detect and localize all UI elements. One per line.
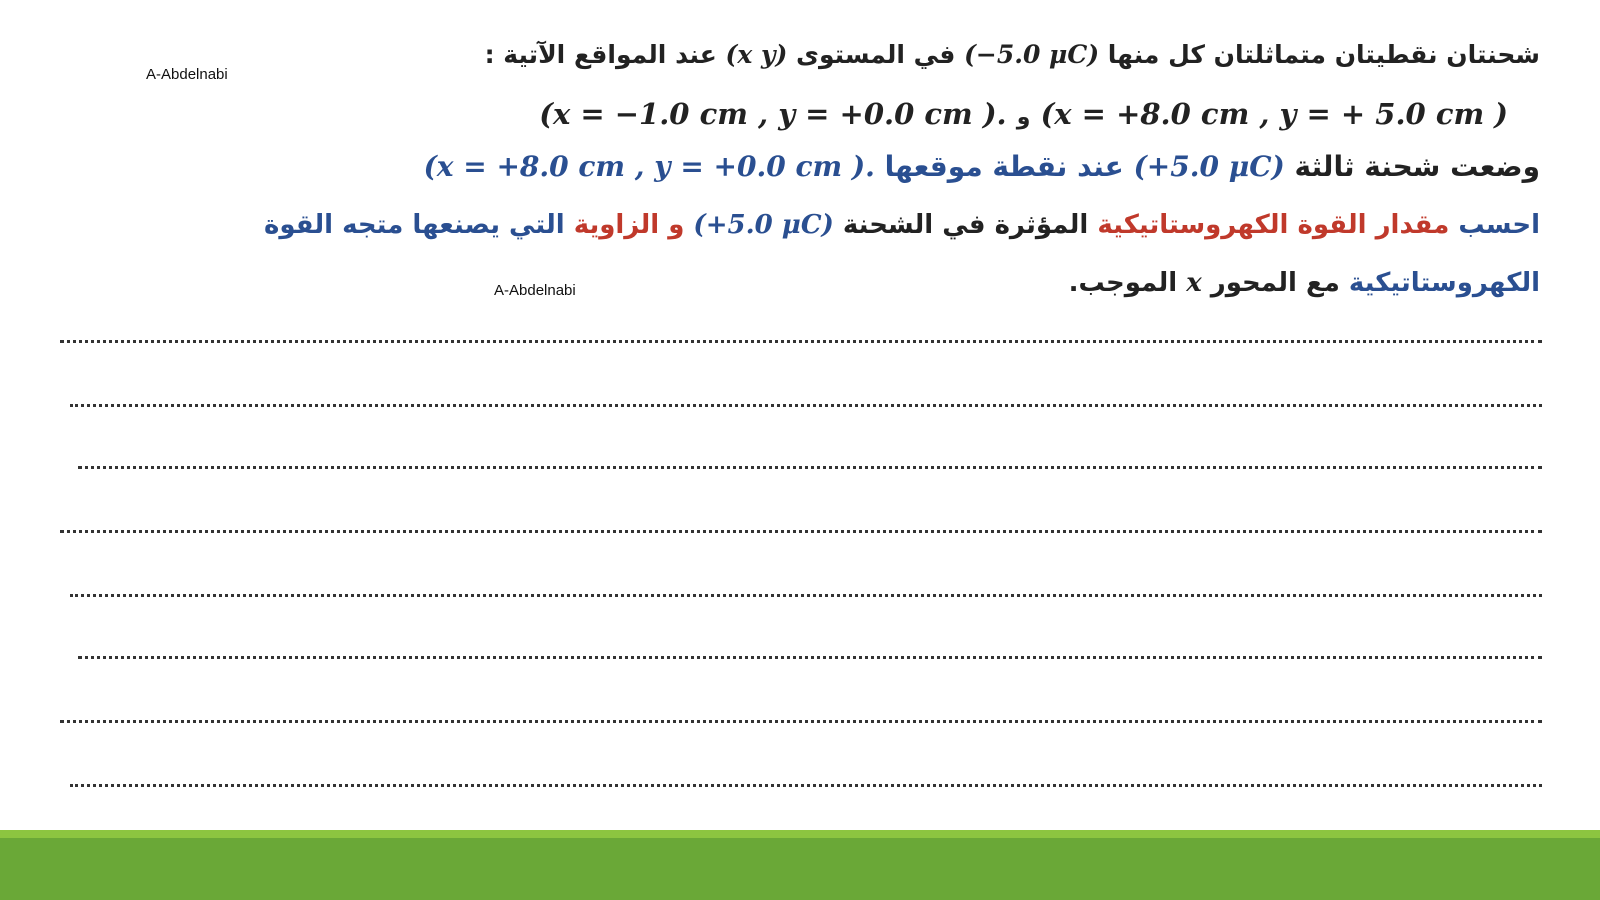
- line4-effect: المؤثرة في الشحنة: [842, 210, 1089, 240]
- footer-accent-bar: [0, 830, 1600, 838]
- line1-end: عند المواقع الآتية :: [484, 40, 717, 69]
- line4-magnitude: مقدار القوة الكهروستاتيكية: [1097, 210, 1450, 240]
- answer-line-8[interactable]: [70, 784, 1542, 787]
- answer-line-3[interactable]: [78, 466, 1542, 469]
- question-line-4: [264, 210, 1540, 240]
- line3-text: وضعت شحنة ثالثة: [1294, 150, 1540, 183]
- line4-charge: (+5.0 μC): [693, 210, 834, 240]
- question-line-2: [539, 97, 1508, 131]
- watermark-middle: A-Abdelnabi: [494, 282, 576, 299]
- line4-vector: متجه القوة: [264, 210, 404, 240]
- answer-line-4[interactable]: [60, 530, 1542, 533]
- answer-line-2[interactable]: [70, 404, 1542, 407]
- watermark-top: A-Abdelnabi: [146, 66, 228, 83]
- line1-mid: في المستوى: [796, 40, 956, 69]
- answer-line-7[interactable]: [60, 720, 1542, 723]
- answer-line-6[interactable]: [78, 656, 1542, 659]
- question-line-5: [1069, 268, 1540, 298]
- line3-mid: عند نقطة موقعها: [884, 150, 1124, 183]
- line2-position-2: (x = −1.0 cm , y = +0.0 cm ).: [539, 97, 1007, 131]
- line1-plane: (x y): [725, 40, 788, 69]
- line3-position: (x = +8.0 cm , y = +0.0 cm ).: [423, 150, 875, 183]
- line4-and-angle: و الزاوية: [573, 210, 685, 240]
- line5-electro: الكهروستاتيكية: [1348, 268, 1540, 298]
- footer-bar: [0, 838, 1600, 900]
- question-line-3: [424, 150, 1540, 183]
- line5-end: الموجب.: [1068, 268, 1178, 298]
- line5-x: x: [1186, 268, 1202, 298]
- answer-line-1[interactable]: [60, 340, 1542, 343]
- line1-text: شحنتان نقطيتان متماثلتان كل منها: [1107, 40, 1540, 69]
- line3-charge: (+5.0 μC): [1133, 150, 1285, 183]
- line5-with: مع المحور: [1210, 268, 1340, 298]
- line4-makes: التي يصنعها: [412, 210, 565, 240]
- line2-and: و: [1016, 105, 1031, 130]
- question-line-1: [485, 40, 1540, 69]
- line4-calc: احسب: [1458, 210, 1540, 240]
- line1-charge: (−5.0 μC): [964, 40, 1100, 69]
- answer-line-5[interactable]: [70, 594, 1542, 597]
- line2-position-1: (x = +8.0 cm , y = + 5.0 cm ): [1040, 97, 1508, 131]
